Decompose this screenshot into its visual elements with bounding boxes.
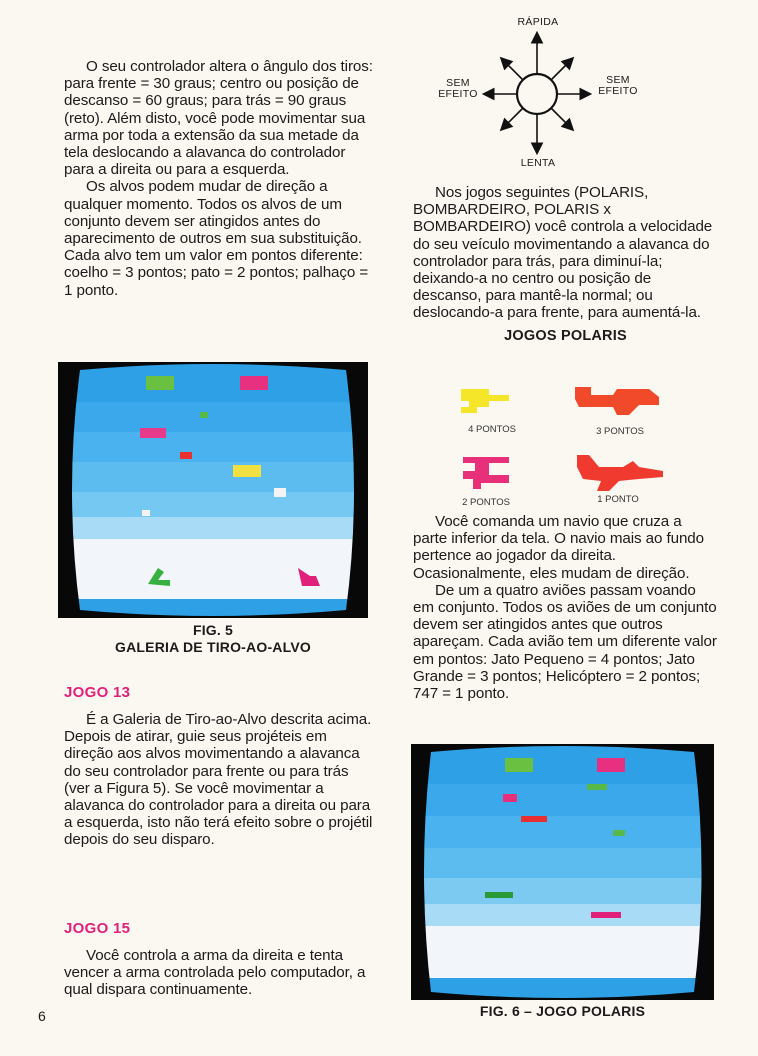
small-jet-sprite — [587, 784, 607, 790]
jumbo-jet-points: 1 PONTO — [597, 494, 639, 505]
joystick-compass-diagram — [440, 14, 640, 174]
ship-paragraph: Você comanda um navio que cruza a parte inferior da tela. O navio mais ao fundo pertence ao jogador da direita. Ocasionalmente, eles mudam de direção. — [413, 513, 704, 582]
left-ship-icon — [485, 892, 513, 898]
shooting-gallery-screen-art — [58, 362, 368, 618]
right-ship-icon — [591, 912, 621, 918]
planes-paragraph: De um a quatro aviões passam voando em conjunto. Todos os aviões de um conjunto devem ser atingidos antes que outros apareçam. Cada avião tem um diferente valor em pontos: Jato Pequeno = 4 pontos; Jato Grande = 3 pontos; Helicóptero = 2 pontos; 747 = 1 ponto. — [413, 581, 717, 703]
planes-legend-art — [413, 383, 718, 511]
speed-paragraph: Nos jogos seguintes (POLARIS, BOMBARDEIRO, POLARIS x BOMBARDEIRO) você controla a velocidade do seu veículo movimentando a alavanca do controlador para trás, para diminuí-la; deixando-a no centro ou posição de descanso, para mantê-la normal; ou deslocando-a para frente, para aumentá-la. — [413, 184, 713, 322]
left-score-icon — [146, 376, 174, 390]
fig6-caption: FIG. 6 – JOGO POLARIS — [479, 1003, 646, 1019]
big-jet-sprite — [521, 816, 547, 822]
jogo15-heading: JOGO 15 — [64, 920, 131, 937]
small-target — [200, 412, 208, 418]
helicopter-sprite — [503, 794, 517, 802]
jogo13-heading: JOGO 13 — [64, 684, 131, 701]
helicopter-points: 2 PONTOS — [462, 497, 510, 508]
left-column — [64, 58, 374, 299]
fig5-caption-label: FIG. 5 — [192, 622, 234, 638]
targets-paragraph: Os alvos podem mudar de direção a qualquer momento. Todos os alvos de um conjunto devem ser atingidos antes do aparecimento de outros em sua substituição. Cada alvo tem um valor em pontos diferente: coelho = 3 pontos; pato = 2 pontos; palhaço = 1 ponto. — [64, 178, 369, 299]
right-column-lower — [413, 513, 718, 702]
fig5-screen — [58, 362, 368, 618]
helicopter-icon — [463, 457, 509, 489]
compass-right-label: SEM EFEITO — [598, 74, 638, 97]
bullet-icon — [142, 510, 150, 516]
clown-target — [140, 428, 166, 438]
jogo15-section — [64, 920, 374, 999]
compass-bottom-label: LENTA — [520, 157, 556, 169]
fig5-caption — [58, 622, 368, 656]
fig6-screen — [411, 744, 714, 1000]
big-jet-icon — [575, 387, 659, 415]
jogo13-text: É a Galeria de Tiro-ao-Alvo descrita acima. Depois de atirar, guie seus projéteis em direção aos alvos movimentando a alavanca do seu controlador para frente ou para trás (ver a Figura 5). Se você movimentar a alavanca do controlador para a direita ou para a esquerda, isto não terá efeito sobre o projétil depois do seu disparo. — [64, 711, 373, 849]
big-jet-points: 3 PONTOS — [596, 426, 644, 437]
page-number: 6 — [38, 1008, 46, 1024]
right-score-icon — [240, 376, 268, 390]
left-score-icon — [505, 758, 533, 772]
duck-target — [180, 452, 192, 459]
compass-top-label: RÁPIDA — [517, 16, 559, 28]
small-jet-icon — [461, 389, 509, 413]
right-column — [413, 184, 718, 345]
polaris-heading: JOGOS POLARIS — [504, 327, 627, 344]
small-plane-sprite — [613, 830, 625, 836]
clown-face-target — [233, 465, 261, 477]
compass-left-label: SEM EFEITO — [438, 77, 478, 100]
intro-paragraph: O seu controlador altera o ângulo dos tiros: para frente = 30 graus; centro ou posição de descanso = 60 graus; para trás = 90 graus (reto). Além disto, você pode movimentar sua arma por toda a extensão da sua metade da tela deslocando a alavanca do controlador para a direita ou para a esquerda. — [64, 58, 373, 179]
right-score-icon — [597, 758, 625, 772]
jogo13-section — [64, 684, 374, 849]
fig5-caption-title: GALERIA DE TIRO-AO-ALVO — [115, 639, 311, 655]
small-jet-points: 4 PONTOS — [468, 424, 516, 435]
rabbit-target — [274, 488, 286, 497]
jumbo-jet-icon — [577, 455, 663, 491]
polaris-screen-art — [411, 744, 714, 1000]
jogo15-text: Você controla a arma da direita e tenta vencer a arma controlada pelo computador, a qual dispara continuamente. — [64, 947, 366, 999]
planes-legend — [413, 383, 718, 511]
